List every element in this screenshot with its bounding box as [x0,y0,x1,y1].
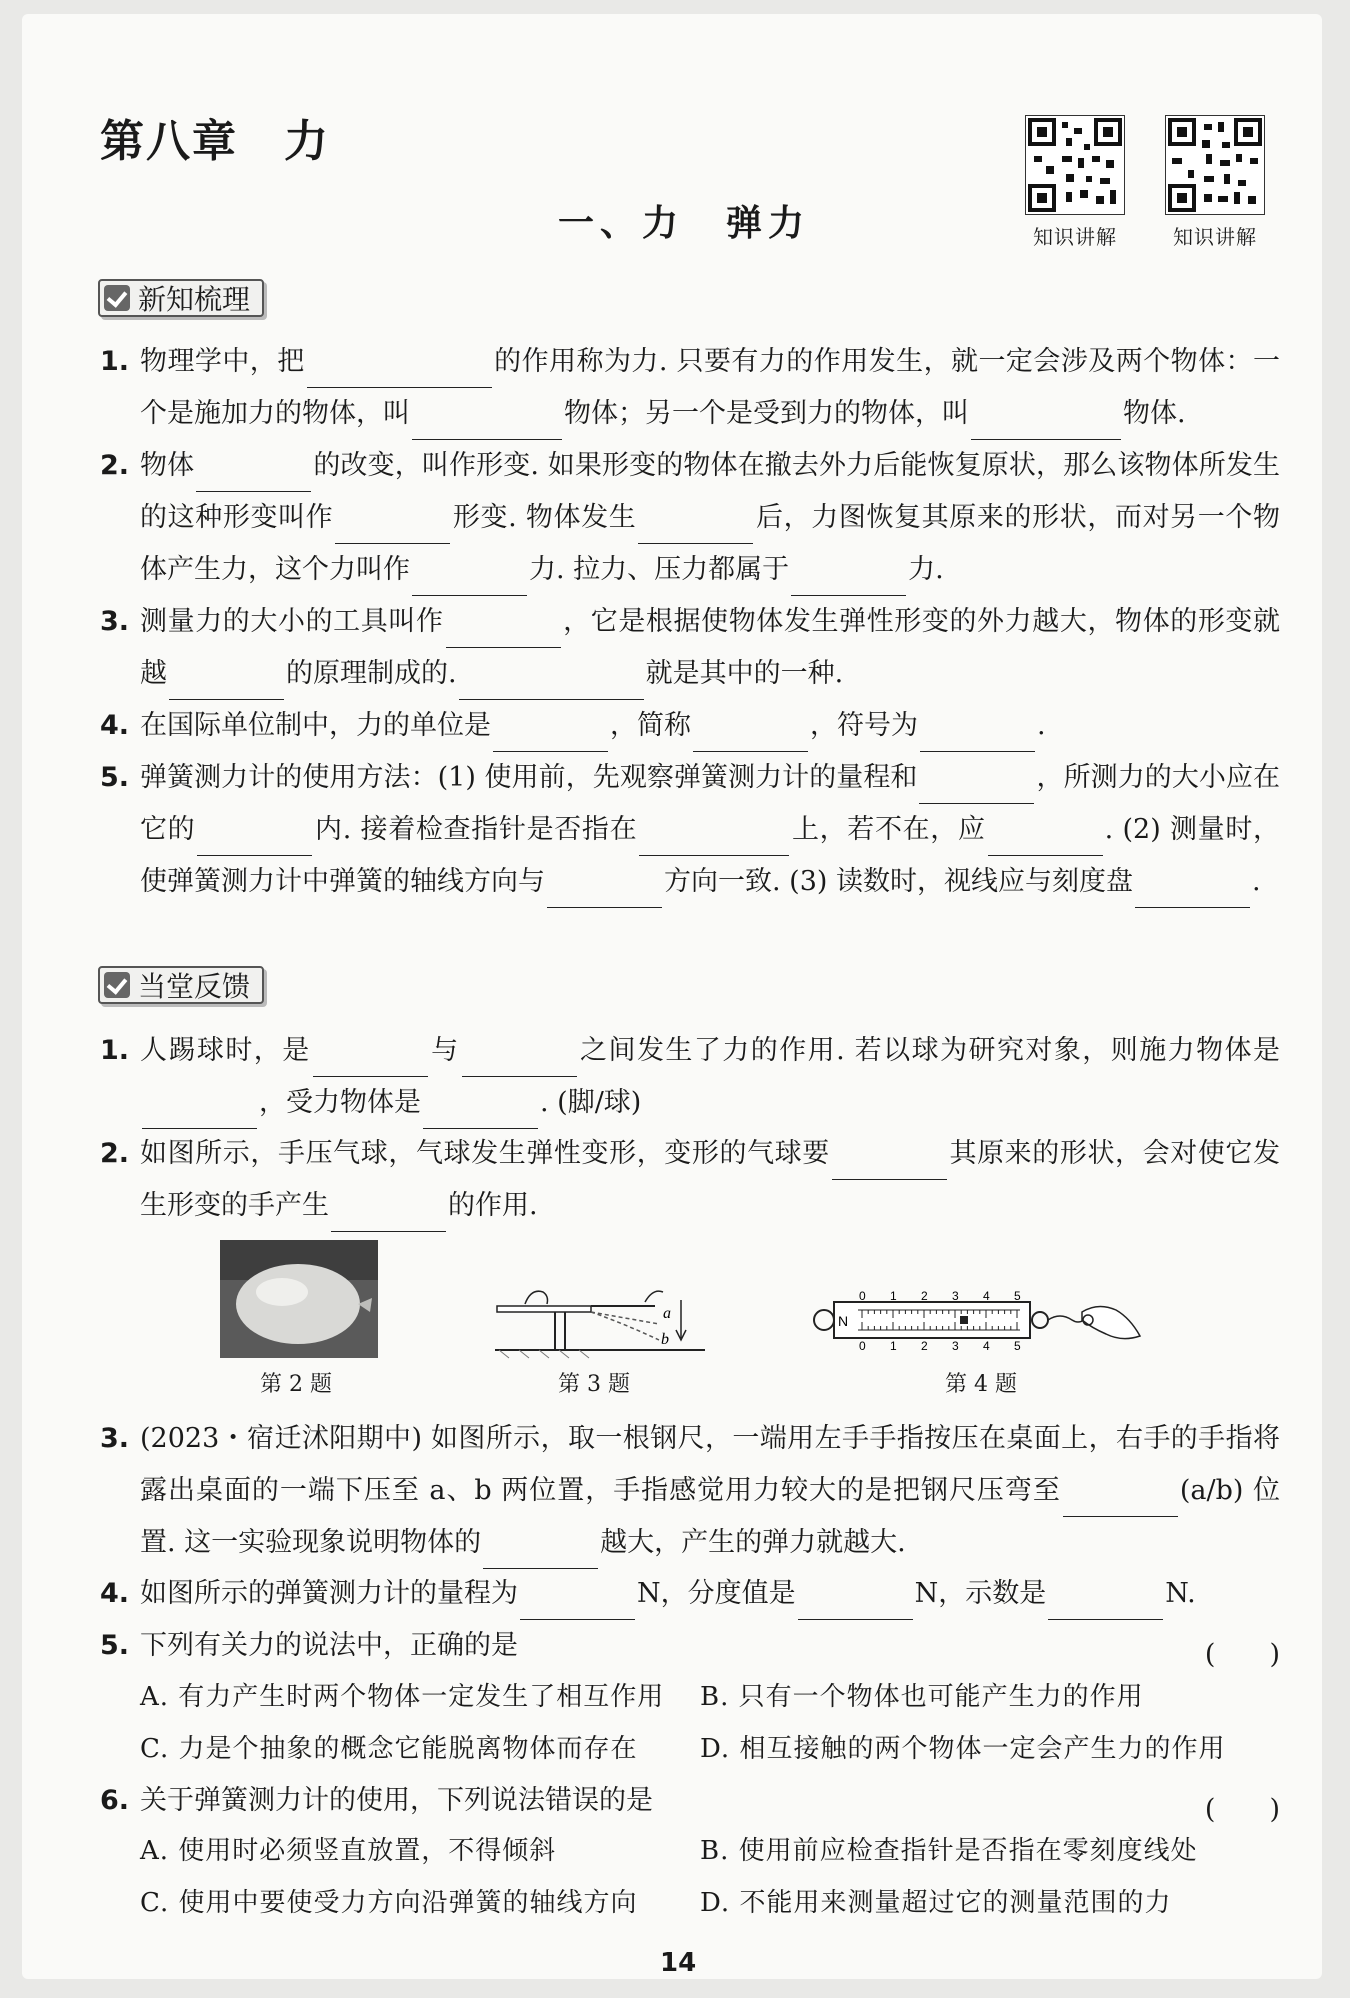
answer-blank[interactable] [446,617,561,648]
answer-blank[interactable] [462,1046,577,1077]
figure-caption-3: 第 3 题 [558,1372,630,1397]
answer-blank[interactable] [639,825,789,856]
answer-blank[interactable] [920,721,1035,752]
answer-blank[interactable] [423,1098,538,1129]
answer-blank[interactable] [331,1201,446,1232]
answer-blank[interactable] [1135,877,1250,908]
scale-number-bottom: 4 [983,1339,990,1353]
feedback-q5: 5. 下列有关力的说法中，正确的是 [100,1620,1280,1672]
answer-blank[interactable] [197,825,312,856]
answer-blank[interactable] [798,1589,913,1620]
answer-blank[interactable] [971,409,1121,440]
ruler-label-b: b [661,1331,669,1348]
scale-number-bottom: 5 [1014,1339,1021,1353]
option-c[interactable]: C. 力是个抽象的概念它能脱离物体而存在 [140,1734,638,1764]
section-badge-feedback [98,966,264,1004]
qr-label-1: 知识讲解 [1033,225,1117,249]
feedback-q2: 2. 如图所示，手压气球，气球发生弹性变形，变形的气球要 其原来的形状，会对使它发生形变的手产生 的作用. [100,1128,1280,1232]
section-badge-new [98,279,264,317]
checkmark-icon [104,285,130,311]
answer-blank[interactable] [412,409,562,440]
new-q4: 4. 在国际单位制中，力的单位是 ，简称 ，符号为 . [100,700,1280,752]
answer-parens[interactable]: ( ) [1204,1794,1280,1825]
answer-blank[interactable] [483,1538,598,1569]
scale-number-top: 2 [921,1289,928,1303]
option-b[interactable]: B. 只有一个物体也可能产生力的作用 [700,1682,1144,1712]
question-stem: 关于弹簧测力计的使用，下列说法错误的是 [140,1785,653,1816]
answer-blank[interactable] [412,565,527,596]
answer-blank[interactable] [919,773,1034,804]
answer-blank[interactable] [791,565,906,596]
scale-number-top: 4 [983,1289,990,1303]
answer-blank[interactable] [459,669,644,700]
scale-number-top: 3 [952,1289,959,1303]
chapter-title: 第八章 力 [100,116,330,167]
new-q2: 2. 物体 的改变，叫作形变. 如果形变的物体在撤去外力后能恢复原状，那么该物体所发生的这种形变叫作 形变. 物体发生 后，力图恢复其原来的形状，而对另一个物体产生力，这个力叫作 力. 拉力、压力都属于 力. [100,440,1280,596]
scale-number-bottom: 0 [859,1339,866,1353]
ruler-label-a: a [663,1305,671,1322]
page-number: 14 [660,1948,697,1978]
option-c[interactable]: C. 使用中要使受力方向沿弹簧的轴线方向 [140,1888,638,1918]
answer-blank[interactable] [693,721,808,752]
ruler-diagram [495,1270,705,1360]
checkmark-icon [104,972,130,998]
answer-blank[interactable] [307,357,492,388]
new-q5: 5. 弹簧测力计的使用方法：(1) 使用前，先观察弹簧测力计的量程和 ，所测力的大小应在它的 内. 接着检查指针是否指在 上，若不在，应 . (2) 测量时，使弹簧测力计中弹簧的轴线方向与 方向一致. (3) 读数时，视线应与刻度盘 . [100,752,1280,908]
feedback-q6: 6. 关于弹簧测力计的使用，下列说法错误的是 [100,1775,1280,1827]
answer-blank[interactable] [520,1589,635,1620]
scale-number-top: 1 [890,1289,897,1303]
answer-blank[interactable] [493,721,608,752]
new-q1: 1. 物理学中，把 的作用称为力. 只要有力的作用发生，就一定会涉及两个物体：一个是施加力的物体，叫 物体；另一个是受到力的物体，叫 物体. [100,336,1280,440]
balloon-photo [220,1240,378,1358]
scale-number-top: 5 [1014,1289,1021,1303]
answer-blank[interactable] [988,825,1103,856]
question-stem: 下列有关力的说法中，正确的是 [140,1630,518,1661]
option-d[interactable]: D. 不能用来测量超过它的测量范围的力 [700,1888,1172,1918]
feedback-q3: 3. (2023・宿迁沭阳期中) 如图所示，取一根钢尺，一端用左手手指按压在桌面上，右手的手指将露出桌面的一端下压至 a、b 两位置，手指感觉用力较大的是把钢尺压弯至 (a/b) 位置. 这一实验现象说明物体的 越大，产生的弹力就越大. [100,1413,1280,1569]
scale-number-bottom: 2 [921,1339,928,1353]
answer-parens[interactable]: ( ) [1204,1639,1280,1670]
answer-blank[interactable] [1048,1589,1163,1620]
scale-unit-label: N [838,1313,849,1329]
figure-caption-2: 第 2 题 [260,1372,332,1397]
answer-blank[interactable] [142,1098,257,1129]
answer-blank[interactable] [196,461,311,492]
figure-caption-4: 第 4 题 [945,1372,1017,1397]
qr-code-icon [1025,115,1125,215]
answer-blank[interactable] [169,669,284,700]
section-title: 一、力 弹力 [558,203,811,244]
answer-blank[interactable] [313,1046,428,1077]
answer-blank[interactable] [832,1149,947,1180]
qr-code-1[interactable] [1025,115,1125,250]
answer-blank[interactable] [335,513,450,544]
answer-blank[interactable] [1063,1486,1178,1517]
qr-label-2: 知识讲解 [1173,225,1257,249]
scale-number-bottom: 1 [890,1339,897,1353]
badge-label: 新知梳理 [138,283,251,316]
badge-label: 当堂反馈 [138,970,251,1003]
feedback-q4: 4. 如图所示的弹簧测力计的量程为 N，分度值是 N，示数是 N. [100,1568,1280,1620]
option-d[interactable]: D. 相互接触的两个物体一定会产生力的作用 [700,1734,1226,1764]
new-q3: 3. 测量力的大小的工具叫作 ，它是根据使物体发生弹性形变的外力越大，物体的形变就越 的原理制成的. 就是其中的一种. [100,596,1280,700]
scale-number-top: 0 [859,1289,866,1303]
option-a[interactable]: A. 使用时必须竖直放置，不得倾斜 [140,1836,557,1866]
answer-blank[interactable] [638,513,753,544]
scale-number-bottom: 3 [952,1339,959,1353]
spring-scale-diagram [810,1280,1150,1360]
answer-blank[interactable] [547,877,662,908]
option-a[interactable]: A. 有力产生时两个物体一定发生了相互作用 [140,1682,665,1712]
qr-code-2[interactable] [1165,115,1265,250]
feedback-q1: 1. 人踢球时，是 与 之间发生了力的作用. 若以球为研究对象，则施力物体是，受力物体是 . (脚/球) [100,1025,1280,1129]
option-b[interactable]: B. 使用前应检查指针是否指在零刻度线处 [700,1836,1198,1866]
qr-code-icon [1165,115,1265,215]
